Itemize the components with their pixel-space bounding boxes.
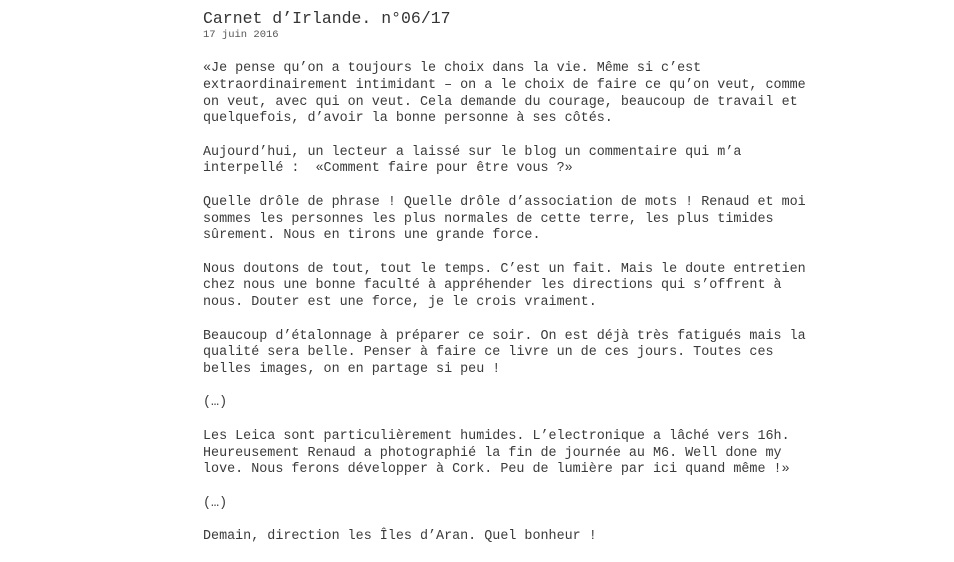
paragraph-aran-islands: Demain, direction les Îles d’Aran. Quel bonheur ! xyxy=(203,528,597,544)
paragraph-doubt: Nous doutons de tout, tout le temps. C’est un fait. Mais le doute entretien chez nous une bonne faculté à appréhender les directions qui s’offrent à nous. Douter est une force, je le crois vraiment. xyxy=(203,261,806,311)
blog-post xyxy=(203,9,806,562)
paragraph-ellipsis: (…) xyxy=(203,495,228,511)
post-date: 17 juin 2016 xyxy=(203,29,279,41)
post-title: Carnet d’Irlande. n°06/17 xyxy=(203,9,451,28)
paragraph-funny-phrase: Quelle drôle de phrase ! Quelle drôle d’association de mots ! Renaud et moi sommes les personnes les plus normales de cette terre, les plus timides sûrement. Nous en tirons une grande force. xyxy=(203,194,806,244)
paragraph-leica: Les Leica sont particulièrement humides. L’electronique a lâché vers 16h. Heureusement Renaud a photographié la fin de journée au M6. Well done my love. Nous ferons développer à Cork. Peu de lumière par ici quand même !» xyxy=(203,428,790,478)
paragraph-quote-intro: «Je pense qu’on a toujours le choix dans la vie. Même si c’est extraordinairement intimidant – on a le choix de faire ce qu’on veut, comme on veut, avec qui on veut. Cela demande du courage, beaucoup de travail et quelquefois, d’avoir la bonne personne à ses côtés. xyxy=(203,61,806,127)
paragraph-ellipsis: (…) xyxy=(203,395,228,411)
paragraph-color-grading: Beaucoup d’étalonnage à préparer ce soir. On est déjà très fatigués mais la qualité sera belle. Penser à faire ce livre un de ces jours. Toutes ces belles images, on en partage si peu ! xyxy=(203,328,806,378)
paragraph-reader-comment: Aujourd’hui, un lecteur a laissé sur le blog un commentaire qui m’a interpellé : «Comment faire pour être vous ?» xyxy=(203,144,742,177)
